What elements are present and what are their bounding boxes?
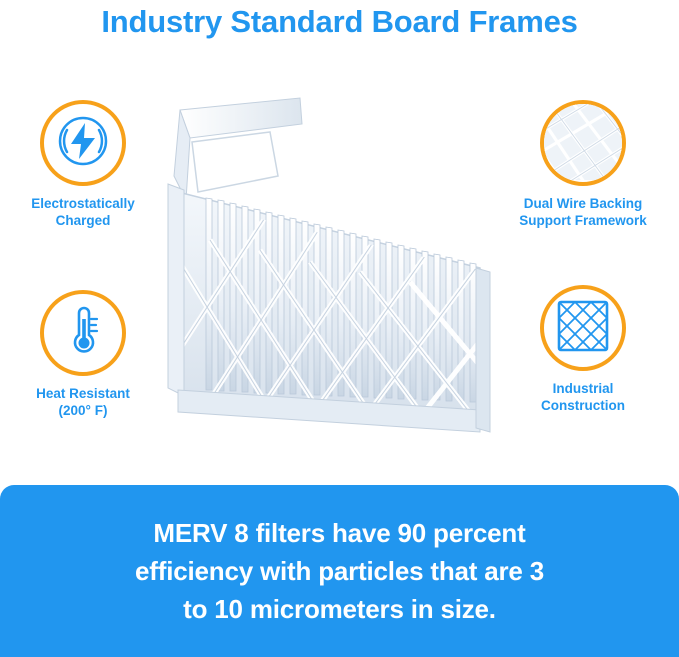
feature-icon-circle [40,100,126,186]
feature-industrial-construction [508,285,658,414]
feature-caption-line1: Electrostatically [31,196,135,211]
feature-caption-line1: Heat Resistant [36,386,130,401]
feature-caption [8,385,158,419]
merv-rating-banner [0,485,679,657]
pleated-air-filter-illustration [150,80,510,470]
feature-caption-line2: Construction [541,398,625,413]
feature-icon-circle [40,290,126,376]
feature-electrostatically-charged [8,100,158,229]
feature-heat-resistant [8,290,158,419]
banner-line-1: MERV 8 filters have 90 percent [153,518,526,548]
banner-text [95,514,584,628]
feature-caption-line2: Charged [55,213,111,228]
wire-mesh-photo-icon [544,102,622,185]
banner-line-3: to 10 micrometers in size. [183,594,496,624]
lightning-bolt-icon [56,114,110,173]
feature-dual-wire-backing [508,100,658,229]
banner-line-2: efficiency with particles that are 3 [135,556,544,586]
thermometer-icon [56,303,110,364]
feature-icon-circle [540,100,626,186]
feature-icon-circle [540,285,626,371]
feature-caption-line2: Support Framework [519,213,647,228]
feature-caption [508,195,658,229]
mesh-square-icon [555,298,611,359]
feature-caption [8,195,158,229]
feature-caption-line1: Industrial [552,381,614,396]
page-title: Industry Standard Board Frames [101,4,578,39]
feature-caption-line2: (200° F) [58,403,108,418]
feature-caption [508,380,658,414]
feature-caption-line1: Dual Wire Backing [523,196,643,211]
